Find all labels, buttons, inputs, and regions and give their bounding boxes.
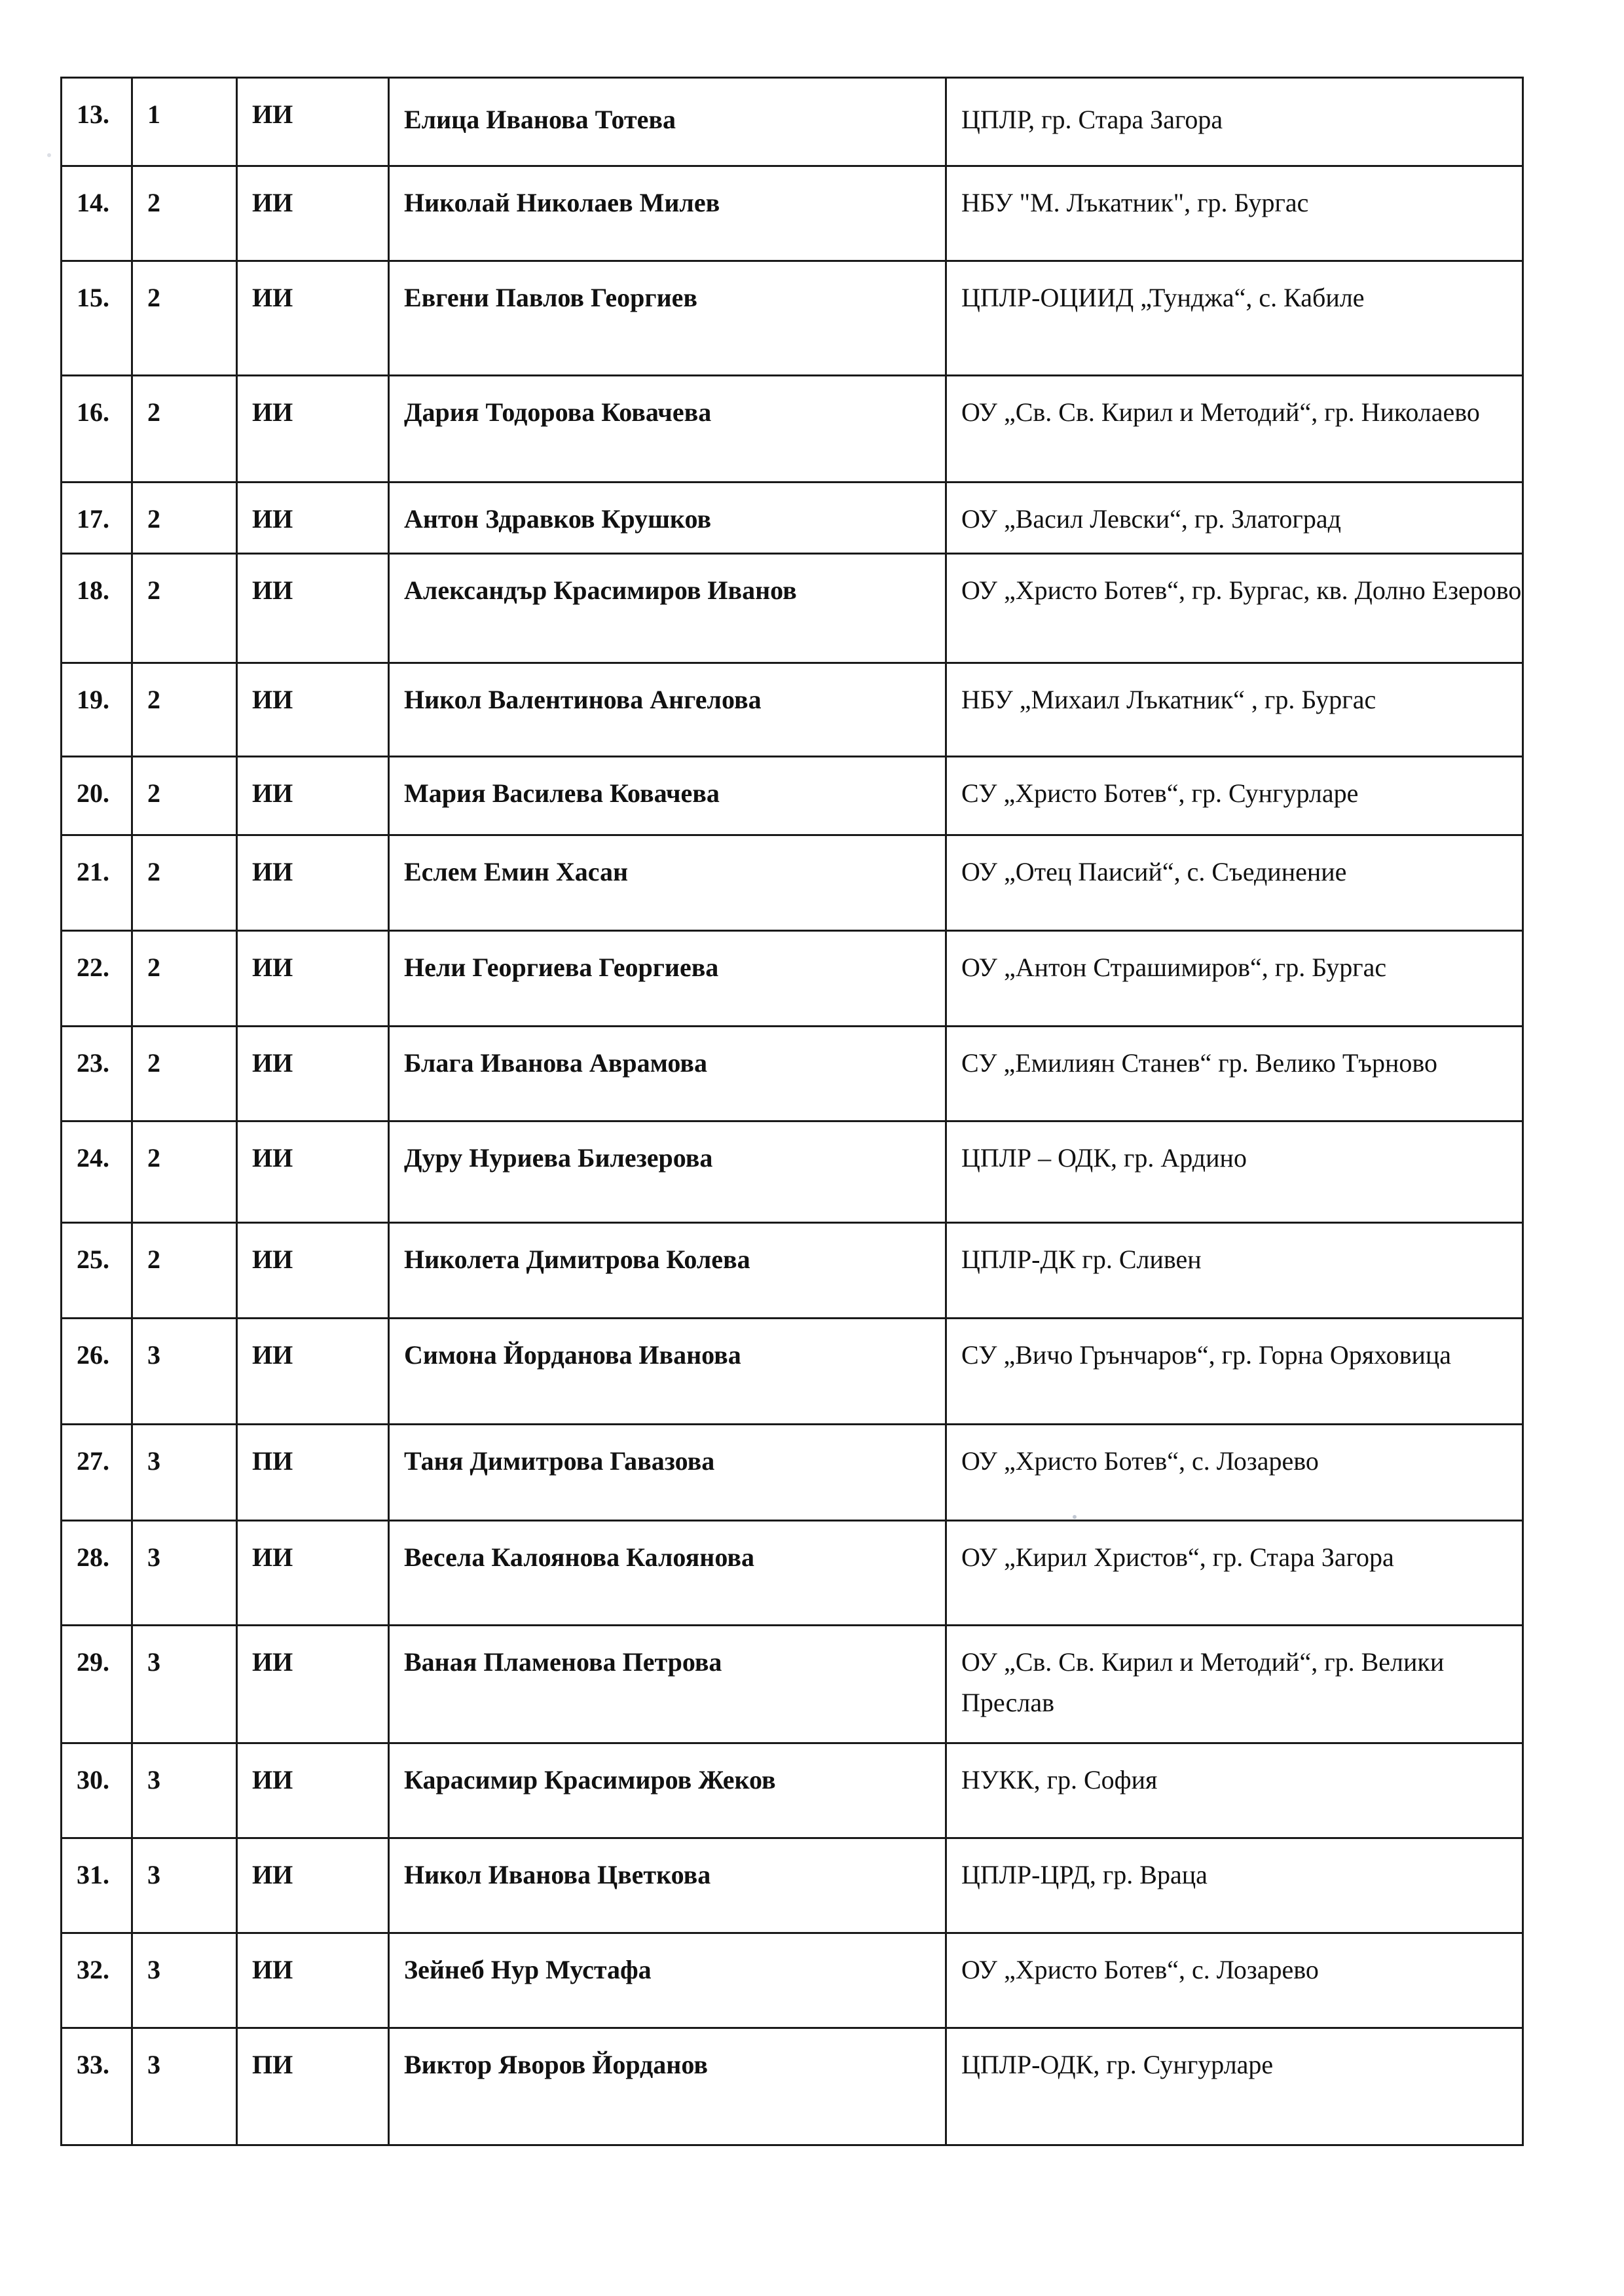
table-row: [62, 1933, 1523, 2028]
table-row: [62, 78, 1523, 166]
row-number: 13.: [62, 78, 132, 166]
row-group: 3: [132, 1521, 237, 1626]
row-number: 28.: [62, 1521, 132, 1626]
row-category: ПИ: [237, 2028, 389, 2145]
table-row: [62, 261, 1523, 376]
table-row: [62, 1838, 1523, 1933]
table-row: [62, 166, 1523, 261]
row-group: 2: [132, 554, 237, 663]
participant-school: СУ „Вичо Грънчаров“, гр. Горна Оряховица: [946, 1319, 1523, 1425]
row-number: 33.: [62, 2028, 132, 2145]
participant-name: Виктор Яворов Йорданов: [389, 2028, 946, 2145]
row-category: ИИ: [237, 835, 389, 931]
row-number: 26.: [62, 1319, 132, 1425]
row-number: 16.: [62, 376, 132, 483]
row-number: 18.: [62, 554, 132, 663]
row-category: ИИ: [237, 554, 389, 663]
row-category: ИИ: [237, 1319, 389, 1425]
participant-name: Ваная Пламенова Петрова: [389, 1626, 946, 1743]
participants-table: [60, 77, 1524, 2146]
row-category: ИИ: [237, 1838, 389, 1933]
participant-name: Александър Красимиров Иванов: [389, 554, 946, 663]
row-group: 3: [132, 1933, 237, 2028]
row-category: ПИ: [237, 1425, 389, 1521]
row-group: 2: [132, 376, 237, 483]
participant-school: СУ „Христо Ботев“, гр. Сунгурларе: [946, 757, 1523, 835]
row-category: ИИ: [237, 1743, 389, 1838]
participant-school: ОУ „Кирил Христов“, гр. Стара Загора: [946, 1521, 1523, 1626]
table-row: [62, 1743, 1523, 1838]
row-category: ИИ: [237, 1933, 389, 2028]
table-row: [62, 835, 1523, 931]
row-group: 2: [132, 261, 237, 376]
table-row: [62, 1425, 1523, 1521]
row-group: 3: [132, 1425, 237, 1521]
table-row: [62, 2028, 1523, 2145]
participant-name: Зейнеб Нур Мустафа: [389, 1933, 946, 2028]
row-group: 2: [132, 1121, 237, 1223]
table-row: [62, 1521, 1523, 1626]
table-row: [62, 1121, 1523, 1223]
participant-name: Нели Георгиева Георгиева: [389, 931, 946, 1027]
row-group: 2: [132, 835, 237, 931]
row-number: 15.: [62, 261, 132, 376]
row-number: 24.: [62, 1121, 132, 1223]
row-group: 2: [132, 757, 237, 835]
participant-school: СУ „Емилиян Станев“ гр. Велико Търново: [946, 1027, 1523, 1121]
scan-speck: [47, 153, 51, 157]
row-category: ИИ: [237, 261, 389, 376]
participant-name: Дуру Нуриева Билезерова: [389, 1121, 946, 1223]
row-number: 29.: [62, 1626, 132, 1743]
participant-school: ОУ „Христо Ботев“, с. Лозарево: [946, 1425, 1523, 1521]
participant-school: ЦПЛР – ОДК, гр. Ардино: [946, 1121, 1523, 1223]
participant-name: Антон Здравков Крушков: [389, 483, 946, 554]
participant-name: Никол Валентинова Ангелова: [389, 663, 946, 757]
participant-name: Евгени Павлов Георгиев: [389, 261, 946, 376]
participant-school: ОУ „Св. Св. Кирил и Методий“, гр. Николаево: [946, 376, 1523, 483]
participant-school: ЦПЛР-ЦРД, гр. Враца: [946, 1838, 1523, 1933]
table-row: [62, 1027, 1523, 1121]
participant-name: Карасимир Красимиров Жеков: [389, 1743, 946, 1838]
row-number: 27.: [62, 1425, 132, 1521]
row-group: 2: [132, 1027, 237, 1121]
row-category: ИИ: [237, 376, 389, 483]
participant-name: Никол Иванова Цветкова: [389, 1838, 946, 1933]
row-group: 2: [132, 931, 237, 1027]
participant-school: ОУ „Св. Св. Кирил и Методий“, гр. Велики Преслав: [946, 1626, 1523, 1743]
row-category: ИИ: [237, 1626, 389, 1743]
participant-school: НУКК, гр. София: [946, 1743, 1523, 1838]
participant-school: ОУ „Христо Ботев“, с. Лозарево: [946, 1933, 1523, 2028]
participant-name: Еслем Емин Хасан: [389, 835, 946, 931]
participant-school: ЦПЛР-ДК гр. Сливен: [946, 1223, 1523, 1319]
row-group: 3: [132, 1743, 237, 1838]
row-number: 30.: [62, 1743, 132, 1838]
row-number: 32.: [62, 1933, 132, 2028]
participant-name: Блага Иванова Аврамова: [389, 1027, 946, 1121]
table-row: [62, 376, 1523, 483]
participant-name: Симона Йорданова Иванова: [389, 1319, 946, 1425]
participant-name: Мария Василева Ковачева: [389, 757, 946, 835]
table-row: [62, 1319, 1523, 1425]
participant-school: НБУ "М. Лъкатник", гр. Бургас: [946, 166, 1523, 261]
row-number: 21.: [62, 835, 132, 931]
row-category: ИИ: [237, 166, 389, 261]
row-number: 14.: [62, 166, 132, 261]
row-number: 17.: [62, 483, 132, 554]
participant-school: ОУ „Отец Паисий“, с. Съединение: [946, 835, 1523, 931]
table-row: [62, 483, 1523, 554]
row-category: ИИ: [237, 1027, 389, 1121]
row-category: ИИ: [237, 757, 389, 835]
participant-name: Елица Иванова Тотева: [389, 78, 946, 166]
row-category: ИИ: [237, 483, 389, 554]
participant-name: Дария Тодорова Ковачева: [389, 376, 946, 483]
row-group: 2: [132, 483, 237, 554]
row-category: ИИ: [237, 931, 389, 1027]
row-group: 3: [132, 1319, 237, 1425]
row-category: ИИ: [237, 1521, 389, 1626]
table-row: [62, 663, 1523, 757]
row-group: 2: [132, 663, 237, 757]
participant-school: ОУ „Васил Левски“, гр. Златоград: [946, 483, 1523, 554]
participant-name: Николай Николаев Милев: [389, 166, 946, 261]
participant-name: Весела Калоянова Калоянова: [389, 1521, 946, 1626]
row-group: 2: [132, 166, 237, 261]
row-number: 22.: [62, 931, 132, 1027]
row-group: 3: [132, 2028, 237, 2145]
row-group: 3: [132, 1626, 237, 1743]
row-group: 1: [132, 78, 237, 166]
participant-school: ЦПЛР-ОЦИИД „Тунджа“, с. Кабиле: [946, 261, 1523, 376]
participant-name: Николета Димитрова Колева: [389, 1223, 946, 1319]
row-category: ИИ: [237, 1121, 389, 1223]
participant-school: ЦПЛР-ОДК, гр. Сунгурларе: [946, 2028, 1523, 2145]
table-row: [62, 1626, 1523, 1743]
table-row: [62, 554, 1523, 663]
participant-name: Таня Димитрова Гавазова: [389, 1425, 946, 1521]
row-number: 31.: [62, 1838, 132, 1933]
row-group: 3: [132, 1838, 237, 1933]
row-group: 2: [132, 1223, 237, 1319]
table-row: [62, 1223, 1523, 1319]
row-number: 23.: [62, 1027, 132, 1121]
row-category: ИИ: [237, 663, 389, 757]
row-category: ИИ: [237, 78, 389, 166]
row-number: 20.: [62, 757, 132, 835]
row-number: 19.: [62, 663, 132, 757]
table-row: [62, 757, 1523, 835]
participant-school: ЦПЛР, гр. Стара Загора: [946, 78, 1523, 166]
table-row: [62, 931, 1523, 1027]
row-number: 25.: [62, 1223, 132, 1319]
row-category: ИИ: [237, 1223, 389, 1319]
participant-school: НБУ „Михаил Лъкатник“ , гр. Бургас: [946, 663, 1523, 757]
participant-school: ОУ „Христо Ботев“, гр. Бургас, кв. Долно Езерово: [946, 554, 1523, 663]
participant-school: ОУ „Антон Страшимиров“, гр. Бургас: [946, 931, 1523, 1027]
scan-speck: [1073, 1515, 1077, 1519]
